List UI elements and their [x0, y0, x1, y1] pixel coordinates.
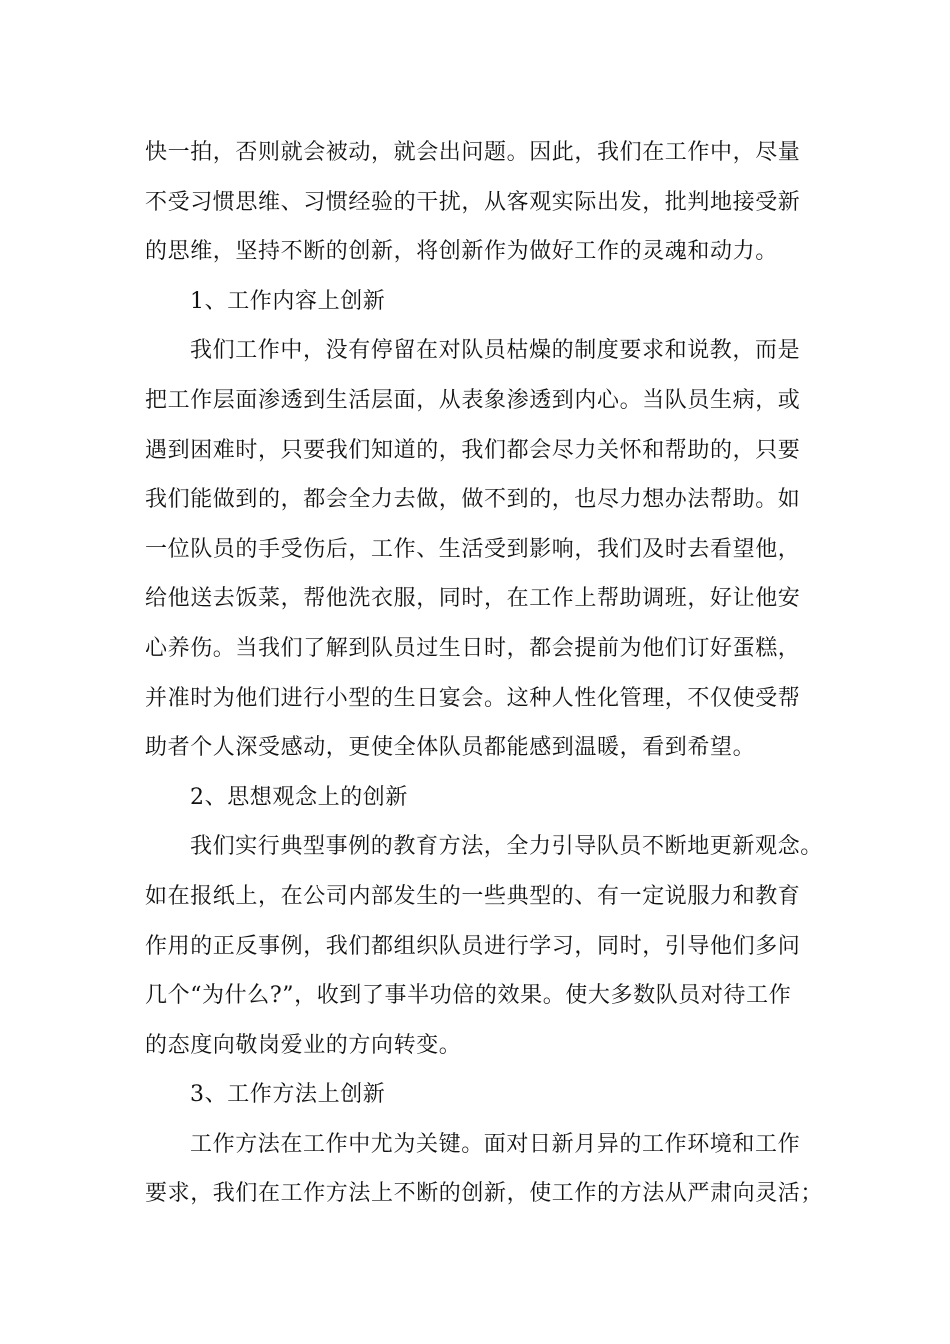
text-line: 我们工作中，没有停留在对队员枯燥的制度要求和说教，而是: [190, 338, 801, 364]
text-line: 一位队员的手受伤后，工作、生活受到影响，我们及时去看望他，: [145, 536, 801, 562]
text-line: 快一拍，否则就会被动，就会出问题。因此，我们在工作中，尽量: [145, 140, 801, 165]
text-line: 几个“为什么?”，收到了事半功倍的效果。使大多数队员对待工作: [145, 983, 792, 1009]
text-line: 我们实行典型事例的教育方法，全力引导队员不断地更新观念。: [190, 834, 823, 860]
section-heading: 1、工作内容上创新: [190, 288, 386, 314]
text-line: 给他送去饭菜，帮他洗衣服，同时，在工作上帮助调班，好让他安: [145, 586, 801, 612]
text-line: 工作方法在工作中尤为关键。面对日新月异的工作环境和工作: [190, 1131, 801, 1157]
section-heading: 3、工作方法上创新: [190, 1082, 386, 1108]
section-heading: 2、思想观念上的创新: [190, 784, 408, 810]
text-line: 心养伤。当我们了解到队员过生日时，都会提前为他们订好蛋糕，: [145, 635, 801, 661]
text-line: 作用的正反事例，我们都组织队员进行学习，同时，引导他们多问: [145, 933, 801, 959]
text-line: 的思维，坚持不断的创新，将创新作为做好工作的灵魂和动力。: [145, 239, 778, 265]
text-line: 遇到困难时，只要我们知道的，我们都会尽力关怀和帮助的，只要: [145, 437, 801, 463]
text-line: 助者个人深受感动，更使全体队员都能感到温暖，看到希望。: [145, 735, 756, 761]
text-line: 要求，我们在工作方法上不断的创新，使工作的方法从严肃向灵活；: [145, 1181, 824, 1207]
text-line: 的态度向敬岗爱业的方向转变。: [145, 1032, 462, 1058]
text-line: 如在报纸上，在公司内部发生的一些典型的、有一定说服力和教育: [145, 883, 801, 909]
text-line: 不受习惯思维、习惯经验的干扰，从客观实际出发，批判地接受新: [145, 189, 801, 215]
document-body: [145, 128, 824, 1219]
text-line: 并准时为他们进行小型的生日宴会。这种人性化管理，不仅使受帮: [145, 685, 801, 711]
text-line: 把工作层面渗透到生活层面，从表象渗透到内心。当队员生病，或: [145, 387, 801, 413]
text-line: 我们能做到的，都会全力去做，做不到的，也尽力想办法帮助。如: [145, 487, 801, 513]
